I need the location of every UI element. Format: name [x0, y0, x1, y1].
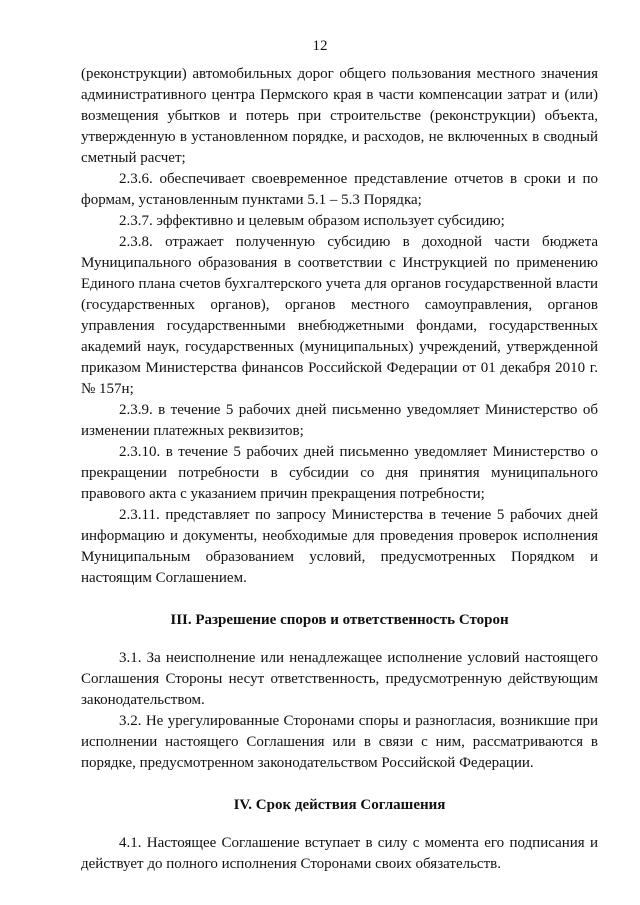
clause-4-1: 4.1. Настоящее Соглашение вступает в силу с момента его подписания и действует до полного исполнения Сторонами своих обязательств. [81, 835, 598, 872]
spacer [81, 589, 598, 610]
spacer [81, 631, 598, 648]
document-body [81, 64, 598, 875]
section-4-heading: IV. Срок действия Соглашения [233, 797, 446, 813]
page-number: 12 [312, 38, 328, 54]
spacer [81, 774, 598, 795]
clause-2-3-8: 2.3.8. отражает полученную субсидию в доходной части бюджета Муниципального образования в соответствии с Инструкцией по применению Единого плана счетов бухгалтерского учета для органов государственной власти (государственных органов), органов местного самоуправления, органов управления государственными внебюджетными фондами, государственных академий наук, государственных (муниципальных) учреждений, утвержденной приказом Министерства финансов Российской Федерации от 01 декабря 2010 г. № 157н; [81, 234, 598, 397]
clause-2-3-7: 2.3.7. эффективно и целевым образом использует субсидию; [119, 213, 505, 229]
clause-2-3-9: 2.3.9. в течение 5 рабочих дней письменно уведомляет Министерство об изменении платежных реквизитов; [81, 402, 598, 439]
clause-3-1: 3.1. За неисполнение или ненадлежащее исполнение условий настоящего Соглашения Стороны несут ответственность, предусмотренную действующим законодательством. [81, 650, 598, 708]
clause-2-3-6: 2.3.6. обеспечивает своевременное представление отчетов в сроки и по формам, установленным пунктами 5.1 – 5.3 Порядка; [81, 171, 598, 208]
section-3-heading: III. Разрешение споров и ответственность Сторон [170, 612, 509, 628]
clause-2-3-10: 2.3.10. в течение 5 рабочих дней письменно уведомляет Министерство о прекращении потребности в субсидии со дня принятия муниципального правового акта с указанием причин прекращения потребности; [81, 444, 598, 502]
spacer [81, 816, 598, 833]
clause-2-3-11: 2.3.11. представляет по запросу Министерства в течение 5 рабочих дней информацию и документы, необходимые для проведения проверок исполнения Муниципальным образованием условий, предусмотренных Порядком и настоящим Соглашением. [81, 507, 598, 586]
paragraph-continuation: (реконструкции) автомобильных дорог общего пользования местного значения административного центра Пермского края в части компенсации затрат и (или) возмещения убытков и потерь при строительстве (реконструкции) объекта, утвержденную в установленном порядке, и расходов, не включенных в сводный сметный расчет; [81, 66, 598, 166]
clause-3-2: 3.2. Не урегулированные Сторонами споры и разногласия, возникшие при исполнении настоящего Соглашения или в связи с ним, рассматриваются в порядке, предусмотренном законодательством Российской Федерации. [81, 713, 598, 771]
